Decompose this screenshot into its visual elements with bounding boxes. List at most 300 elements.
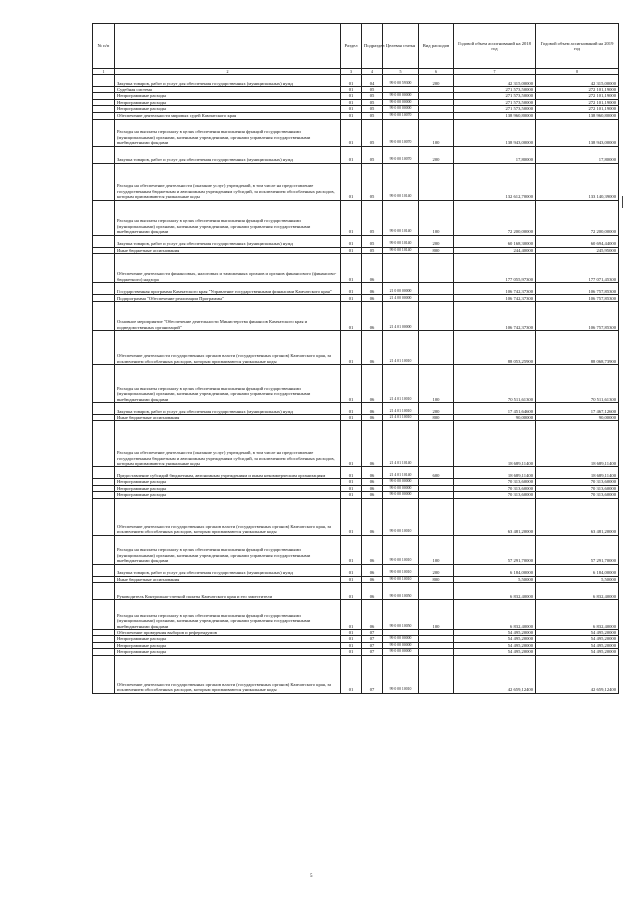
cell-exptype: 100 (419, 119, 454, 146)
cell-num (93, 498, 115, 535)
cell-vol2018: 106 742,37300 (454, 283, 536, 295)
cell-vol2018: 138 960,80000 (454, 112, 536, 119)
cell-exptype: 200 (419, 235, 454, 247)
cell-section: 01 (341, 295, 362, 302)
cell-vol2019: 272 101,19000 (536, 106, 619, 112)
cell-exptype: 200 (419, 564, 454, 576)
cell-vol2018: 72 200,00000 (454, 200, 536, 235)
cell-target: 21 4 01 10010 (383, 365, 419, 403)
cell-name: Закупка товаров, работ и услуг для обеспечения государственных (муниципальных) нужд (115, 146, 341, 163)
cell-name: Закупка товаров, работ и услуг для обеспечения государственных (муниципальных) нужд (115, 235, 341, 247)
cell-exptype: 600 (419, 467, 454, 479)
cell-vol2019: 42 315,00000 (536, 75, 619, 87)
cell-subsection: 05 (362, 235, 383, 247)
cell-exptype: 800 (419, 247, 454, 253)
cell-section: 01 (341, 112, 362, 119)
cell-vol2018: 60 168,30000 (454, 235, 536, 247)
cell-vol2018: 106 742,37300 (454, 302, 536, 331)
cell-section: 01 (341, 479, 362, 485)
table-row (93, 119, 619, 146)
cell-vol2019: 70 511,61300 (536, 365, 619, 403)
cell-target: 99 0 00 10050 (383, 583, 419, 600)
table-row (93, 254, 619, 283)
cell-target: 99 0 00 10010 (383, 535, 419, 564)
cell-vol2019: 70 313,60000 (536, 492, 619, 498)
cell-num (93, 163, 115, 200)
table-header (93, 24, 619, 75)
cell-subsection: 06 (362, 492, 383, 498)
table-row (93, 467, 619, 479)
cell-name: Непрограммные расходы (115, 93, 341, 99)
cell-name: Обеспечение деятельности мировых судей Камчатского края (115, 112, 341, 119)
cell-section: 01 (341, 200, 362, 235)
col-number: 5 (383, 69, 419, 75)
cell-section: 01 (341, 283, 362, 295)
cell-section: 01 (341, 649, 362, 655)
cell-target: 99 0 00 10140 (383, 200, 419, 235)
cell-subsection: 05 (362, 106, 383, 112)
cell-subsection: 05 (362, 112, 383, 119)
cell-num (93, 200, 115, 235)
table-row (93, 403, 619, 415)
cell-section: 01 (341, 600, 362, 630)
cell-subsection: 06 (362, 600, 383, 630)
cell-subsection: 07 (362, 636, 383, 642)
cell-vol2018: 42 315,00000 (454, 75, 536, 87)
col-vol2019-header: Годовой объем ассигнований на 2019 год (536, 24, 619, 69)
cell-section: 01 (341, 630, 362, 636)
col-subsection-header: Подраздел (362, 24, 383, 69)
cell-name: Расходы на выплаты персоналу в целях обеспечения выполнения функций государственными (муниципальными) органами, казенными учреждениями, органами управления государственными внебюджетными фондами (115, 600, 341, 630)
cell-vol2018: 138 943,00000 (454, 119, 536, 146)
cell-subsection: 04 (362, 75, 383, 87)
col-target-header: Целевая статья (383, 24, 419, 69)
cell-num (93, 254, 115, 283)
cell-subsection: 06 (362, 498, 383, 535)
cell-section: 01 (341, 235, 362, 247)
cell-exptype: 200 (419, 403, 454, 415)
cell-exptype (419, 421, 454, 467)
cell-vol2019: 63 481,20000 (536, 498, 619, 535)
cell-target: 99 0 00 00000 (383, 93, 419, 99)
table-row (93, 421, 619, 467)
cell-section: 01 (341, 119, 362, 146)
cell-vol2019: 106 757,85300 (536, 302, 619, 331)
cell-num (93, 365, 115, 403)
table-row (93, 146, 619, 163)
table-row (93, 302, 619, 331)
cell-exptype (419, 655, 454, 693)
cell-num (93, 564, 115, 576)
cell-name: Непрограммные расходы (115, 485, 341, 491)
cell-target (383, 254, 419, 283)
cell-vol2019: 245,95000 (536, 247, 619, 253)
cell-vol2018: 244,40000 (454, 247, 536, 253)
cell-subsection: 05 (362, 99, 383, 105)
cell-vol2018: 54 495,20000 (454, 630, 536, 636)
cell-name: Государственная программа Камчатского края "Управление государственными финансами Камчатского края" (115, 283, 341, 295)
table-row (93, 112, 619, 119)
cell-subsection: 05 (362, 163, 383, 200)
table-row (93, 498, 619, 535)
cell-vol2018: 5,50000 (454, 576, 536, 582)
table-row (93, 200, 619, 235)
cell-target: 99 0 00 00000 (383, 642, 419, 648)
cell-subsection: 06 (362, 365, 383, 403)
cell-section: 01 (341, 415, 362, 421)
cell-subsection: 07 (362, 630, 383, 636)
cell-target: 21 0 00 00000 (383, 283, 419, 295)
cell-vol2018: 42 659,12400 (454, 655, 536, 693)
cell-section: 01 (341, 535, 362, 564)
table-row (93, 535, 619, 564)
cell-section: 01 (341, 655, 362, 693)
cell-exptype (419, 254, 454, 283)
cell-num (93, 600, 115, 630)
cell-exptype (419, 295, 454, 302)
cell-vol2018: 54 495,20000 (454, 649, 536, 655)
cell-vol2018: 63 481,20000 (454, 498, 536, 535)
cell-exptype: 100 (419, 365, 454, 403)
margin-mark (622, 196, 623, 208)
cell-section: 01 (341, 247, 362, 253)
cell-vol2019: 60 694,44000 (536, 235, 619, 247)
cell-name: Судебная система (115, 87, 341, 93)
cell-name: Непрограммные расходы (115, 479, 341, 485)
cell-section: 01 (341, 498, 362, 535)
budget-allocation-table (92, 23, 619, 694)
col-number: 6 (419, 69, 454, 75)
cell-vol2019: 6 832,40000 (536, 600, 619, 630)
cell-vol2018: 271 573,50000 (454, 106, 536, 112)
cell-name: Непрограммные расходы (115, 649, 341, 655)
cell-section: 01 (341, 485, 362, 491)
cell-target: 21 4 01 10010 (383, 331, 419, 365)
cell-exptype (419, 283, 454, 295)
cell-name: Закупка товаров, работ и услуг для обеспечения государственных (муниципальных) нужд (115, 75, 341, 87)
cell-vol2018: 54 495,20000 (454, 642, 536, 648)
cell-subsection: 06 (362, 485, 383, 491)
cell-vol2019: 6 184,00000 (536, 564, 619, 576)
cell-num (93, 331, 115, 365)
cell-name: Непрограммные расходы (115, 492, 341, 498)
cell-target: 99 0 00 00000 (383, 99, 419, 105)
cell-num (93, 295, 115, 302)
cell-vol2018: 70 313,60000 (454, 485, 536, 491)
cell-name: Непрограммные расходы (115, 99, 341, 105)
cell-name: Основное мероприятие "Обеспечение деятельности Министерства финансов Камчатского края и подведомственных организаций" (115, 302, 341, 331)
cell-subsection: 06 (362, 535, 383, 564)
cell-target: 99 0 00 10140 (383, 247, 419, 253)
cell-vol2019: 272 101,19000 (536, 87, 619, 93)
cell-vol2019: 177 071,45300 (536, 254, 619, 283)
cell-section: 01 (341, 302, 362, 331)
cell-section: 01 (341, 492, 362, 498)
cell-section: 01 (341, 93, 362, 99)
cell-vol2019: 106 757,85300 (536, 295, 619, 302)
cell-section: 01 (341, 254, 362, 283)
cell-name: Расходы на выплаты персоналу в целях обеспечения выполнения функций государственными (муниципальными) органами, казенными учреждениями, органами управления государственными внебюджетными фондами (115, 119, 341, 146)
cell-subsection: 06 (362, 421, 383, 467)
cell-target: 21 4 01 10140 (383, 467, 419, 479)
cell-section: 01 (341, 564, 362, 576)
cell-target: 99 0 00 00000 (383, 485, 419, 491)
cell-subsection: 06 (362, 302, 383, 331)
col-name-header (115, 24, 341, 69)
cell-vol2018: 70 313,60000 (454, 479, 536, 485)
cell-num (93, 655, 115, 693)
cell-section: 01 (341, 636, 362, 642)
cell-section: 01 (341, 403, 362, 415)
cell-subsection: 06 (362, 295, 383, 302)
cell-exptype: 200 (419, 146, 454, 163)
cell-vol2019: 133 140,39000 (536, 163, 619, 200)
cell-num (93, 235, 115, 247)
cell-target: 21 4 00 00000 (383, 295, 419, 302)
cell-subsection: 06 (362, 583, 383, 600)
cell-vol2019: 18 689,11400 (536, 467, 619, 479)
cell-vol2018: 57 291,70000 (454, 535, 536, 564)
cell-section: 01 (341, 365, 362, 403)
cell-vol2018: 6 832,40000 (454, 583, 536, 600)
cell-name: Расходы на обеспечение деятельности (оказание услуг) учреждений, в том числе на предоставление государственным бюджетным и автономным учреждениям субсидий, за исключением обособленных расходов, которым присваиваются уникальные коды (115, 163, 341, 200)
cell-vol2019: 17,80000 (536, 146, 619, 163)
cell-subsection: 07 (362, 642, 383, 648)
cell-name: Иные бюджетные ассигнования (115, 247, 341, 253)
col-vol2018-header: Годовой объем ассигнований на 2018 год (454, 24, 536, 69)
cell-vol2018: 70 511,61300 (454, 365, 536, 403)
page-number: 5 (310, 874, 313, 879)
cell-vol2018: 17 451,64600 (454, 403, 536, 415)
cell-num (93, 302, 115, 331)
cell-target: 99 0 00 10140 (383, 163, 419, 200)
cell-name: Расходы на выплаты персоналу в целях обеспечения выполнения функций государственными (муниципальными) органами, казенными учреждениями, органами управления государственными внебюджетными фондами (115, 365, 341, 403)
cell-name: Обеспечение деятельности государственных органов власти (государственных органов) Камчатского края, за исключением обособленных расходов, которым присваиваются уникальные коды (115, 655, 341, 693)
cell-vol2018: 6 832,40000 (454, 600, 536, 630)
cell-num (93, 467, 115, 479)
cell-vol2018: 177 055,97300 (454, 254, 536, 283)
cell-target: 99 0 00 00000 (383, 492, 419, 498)
table-row (93, 295, 619, 302)
cell-target: 99 0 00 10010 (383, 564, 419, 576)
cell-subsection: 06 (362, 479, 383, 485)
cell-exptype: 100 (419, 535, 454, 564)
col-number: 3 (341, 69, 362, 75)
cell-section: 01 (341, 106, 362, 112)
cell-subsection: 05 (362, 87, 383, 93)
cell-num (93, 119, 115, 146)
cell-section: 01 (341, 583, 362, 600)
cell-name: Подпрограмма "Обеспечение реализации Программы" (115, 295, 341, 302)
cell-vol2019: 272 101,19000 (536, 99, 619, 105)
table-row (93, 655, 619, 693)
col-exptype-header: Вид расходов (419, 24, 454, 69)
cell-vol2018: 271 573,50000 (454, 87, 536, 93)
table-row (93, 600, 619, 630)
cell-vol2019: 54 495,20000 (536, 636, 619, 642)
cell-exptype: 800 (419, 576, 454, 582)
cell-subsection: 06 (362, 467, 383, 479)
cell-vol2019: 70 313,60000 (536, 485, 619, 491)
cell-target: 21 4 01 10010 (383, 403, 419, 415)
cell-name: Обеспечение деятельности государственных органов власти (государственных органов) Камчатского края, за исключением обособленных расходов, которым присваиваются уникальные коды (115, 331, 341, 365)
cell-num (93, 146, 115, 163)
cell-subsection: 06 (362, 331, 383, 365)
cell-subsection: 05 (362, 93, 383, 99)
cell-subsection: 07 (362, 649, 383, 655)
cell-vol2019: 72 200,00000 (536, 200, 619, 235)
cell-vol2018: 18 689,11400 (454, 421, 536, 467)
table-row (93, 235, 619, 247)
cell-section: 01 (341, 421, 362, 467)
col-number: 2 (115, 69, 341, 75)
cell-exptype (419, 302, 454, 331)
cell-subsection: 05 (362, 146, 383, 163)
cell-name: Непрограммные расходы (115, 642, 341, 648)
cell-vol2018: 271 573,50000 (454, 93, 536, 99)
cell-name: Закупка товаров, работ и услуг для обеспечения государственных (муниципальных) нужд (115, 403, 341, 415)
cell-section: 01 (341, 576, 362, 582)
table-body (93, 75, 619, 694)
cell-vol2019: 90,00000 (536, 415, 619, 421)
cell-vol2018: 54 495,20000 (454, 636, 536, 642)
cell-vol2019: 272 101,19000 (536, 93, 619, 99)
cell-num (93, 583, 115, 600)
cell-name: Иные бюджетные ассигнования (115, 576, 341, 582)
cell-vol2019: 54 495,20000 (536, 630, 619, 636)
cell-name: Обеспечение деятельности финансовых, налоговых и таможенных органов и органов финансового (финансово-бюджетного) надзора (115, 254, 341, 283)
cell-vol2018: 6 184,00000 (454, 564, 536, 576)
cell-target: 99 0 00 10050 (383, 600, 419, 630)
cell-vol2018: 132 612,70000 (454, 163, 536, 200)
cell-vol2019: 138 943,00000 (536, 119, 619, 146)
cell-section: 01 (341, 99, 362, 105)
cell-vol2019: 18 689,11400 (536, 421, 619, 467)
cell-subsection: 05 (362, 247, 383, 253)
cell-target: 99 0 00 10010 (383, 576, 419, 582)
cell-section: 01 (341, 467, 362, 479)
col-num-header: № п/п (93, 24, 115, 69)
col-number: 1 (93, 69, 115, 75)
cell-vol2019: 88 068,73900 (536, 331, 619, 365)
cell-subsection: 05 (362, 200, 383, 235)
cell-target: 99 0 00 10140 (383, 235, 419, 247)
cell-name: Непрограммные расходы (115, 106, 341, 112)
cell-target: 99 0 00 10070 (383, 146, 419, 163)
cell-name: Расходы на выплаты персоналу в целях обеспечения выполнения функций государственными (муниципальными) органами, казенными учреждениями, органами управления государственными внебюджетными фондами (115, 535, 341, 564)
cell-target: 21 4 01 10010 (383, 415, 419, 421)
cell-subsection: 06 (362, 564, 383, 576)
cell-vol2018: 106 742,37300 (454, 295, 536, 302)
col-number: 7 (454, 69, 536, 75)
cell-subsection: 07 (362, 655, 383, 693)
cell-num (93, 421, 115, 467)
cell-subsection: 06 (362, 403, 383, 415)
cell-exptype: 800 (419, 415, 454, 421)
budget-table-sheet (92, 23, 618, 694)
cell-exptype: 100 (419, 600, 454, 630)
cell-vol2018: 17,80000 (454, 146, 536, 163)
cell-exptype: 200 (419, 75, 454, 87)
cell-vol2018: 70 313,60000 (454, 492, 536, 498)
cell-target: 99 0 00 10070 (383, 112, 419, 119)
cell-name: Обеспечение проведения выборов и референдумов (115, 630, 341, 636)
cell-target: 99 0 00 10070 (383, 119, 419, 146)
cell-name: Непрограммные расходы (115, 636, 341, 642)
cell-name: Закупка товаров, работ и услуг для обеспечения государственных (муниципальных) нужд (115, 564, 341, 576)
col-number: 8 (536, 69, 619, 75)
cell-exptype: 100 (419, 200, 454, 235)
cell-section: 01 (341, 146, 362, 163)
cell-target: 21 4 01 00000 (383, 302, 419, 331)
cell-section: 01 (341, 331, 362, 365)
cell-name: Расходы на обеспечение деятельности (оказание услуг) учреждений, в том числе на предоставление государственным бюджетным и автономным учреждениям субсидий, за исключением обособленных расходов, которым присваиваются уникальные коды (115, 421, 341, 467)
cell-vol2019: 106 757,85300 (536, 283, 619, 295)
cell-num (93, 535, 115, 564)
cell-subsection: 06 (362, 254, 383, 283)
cell-subsection: 06 (362, 576, 383, 582)
cell-exptype (419, 163, 454, 200)
col-number: 4 (362, 69, 383, 75)
cell-subsection: 06 (362, 415, 383, 421)
cell-exptype (419, 583, 454, 600)
cell-target: 99 0 00 00000 (383, 649, 419, 655)
cell-target: 99 0 00 00000 (383, 106, 419, 112)
cell-vol2018: 90,00000 (454, 415, 536, 421)
cell-name: Руководитель Контрольно-счетной палаты Камчатского края и его заместители (115, 583, 341, 600)
cell-name: Расходы на выплаты персоналу в целях обеспечения выполнения функций государственными (муниципальными) органами, казенными учреждениями, органами управления государственными внебюджетными фондами (115, 200, 341, 235)
cell-subsection: 05 (362, 119, 383, 146)
cell-section: 01 (341, 642, 362, 648)
cell-exptype (419, 498, 454, 535)
cell-exptype (419, 331, 454, 365)
cell-vol2019: 54 495,20000 (536, 642, 619, 648)
cell-section: 01 (341, 87, 362, 93)
cell-num (93, 283, 115, 295)
cell-section: 01 (341, 163, 362, 200)
cell-target: 99 0 00 10010 (383, 655, 419, 693)
cell-vol2018: 271 573,50000 (454, 99, 536, 105)
cell-vol2019: 57 291,70000 (536, 535, 619, 564)
cell-name: Иные бюджетные ассигнования (115, 415, 341, 421)
table-row (93, 163, 619, 200)
cell-vol2019: 5,50000 (536, 576, 619, 582)
cell-vol2019: 17 467,12600 (536, 403, 619, 415)
table-row (93, 75, 619, 87)
cell-vol2019: 6 832,40000 (536, 583, 619, 600)
cell-section: 01 (341, 75, 362, 87)
col-section-header: Раздел (341, 24, 362, 69)
cell-num (93, 112, 115, 119)
cell-target: 99 0 00 59300 (383, 75, 419, 87)
cell-target: 21 4 01 10140 (383, 421, 419, 467)
cell-vol2019: 42 659,12400 (536, 655, 619, 693)
table-row (93, 583, 619, 600)
cell-subsection: 06 (362, 283, 383, 295)
cell-num (93, 403, 115, 415)
table-row (93, 283, 619, 295)
cell-exptype (419, 112, 454, 119)
table-row (93, 564, 619, 576)
cell-target: 99 0 00 00000 (383, 636, 419, 642)
cell-target: 99 0 00 00000 (383, 479, 419, 485)
cell-vol2018: 88 053,25900 (454, 331, 536, 365)
cell-num (93, 75, 115, 87)
cell-vol2019: 138 960,80000 (536, 112, 619, 119)
cell-vol2018: 18 689,11400 (454, 467, 536, 479)
cell-name: Обеспечение деятельности государственных органов власти (государственных органов) Камчатского края, за исключением обособленных расходов, которым присваиваются уникальные коды (115, 498, 341, 535)
cell-vol2019: 54 495,20000 (536, 649, 619, 655)
